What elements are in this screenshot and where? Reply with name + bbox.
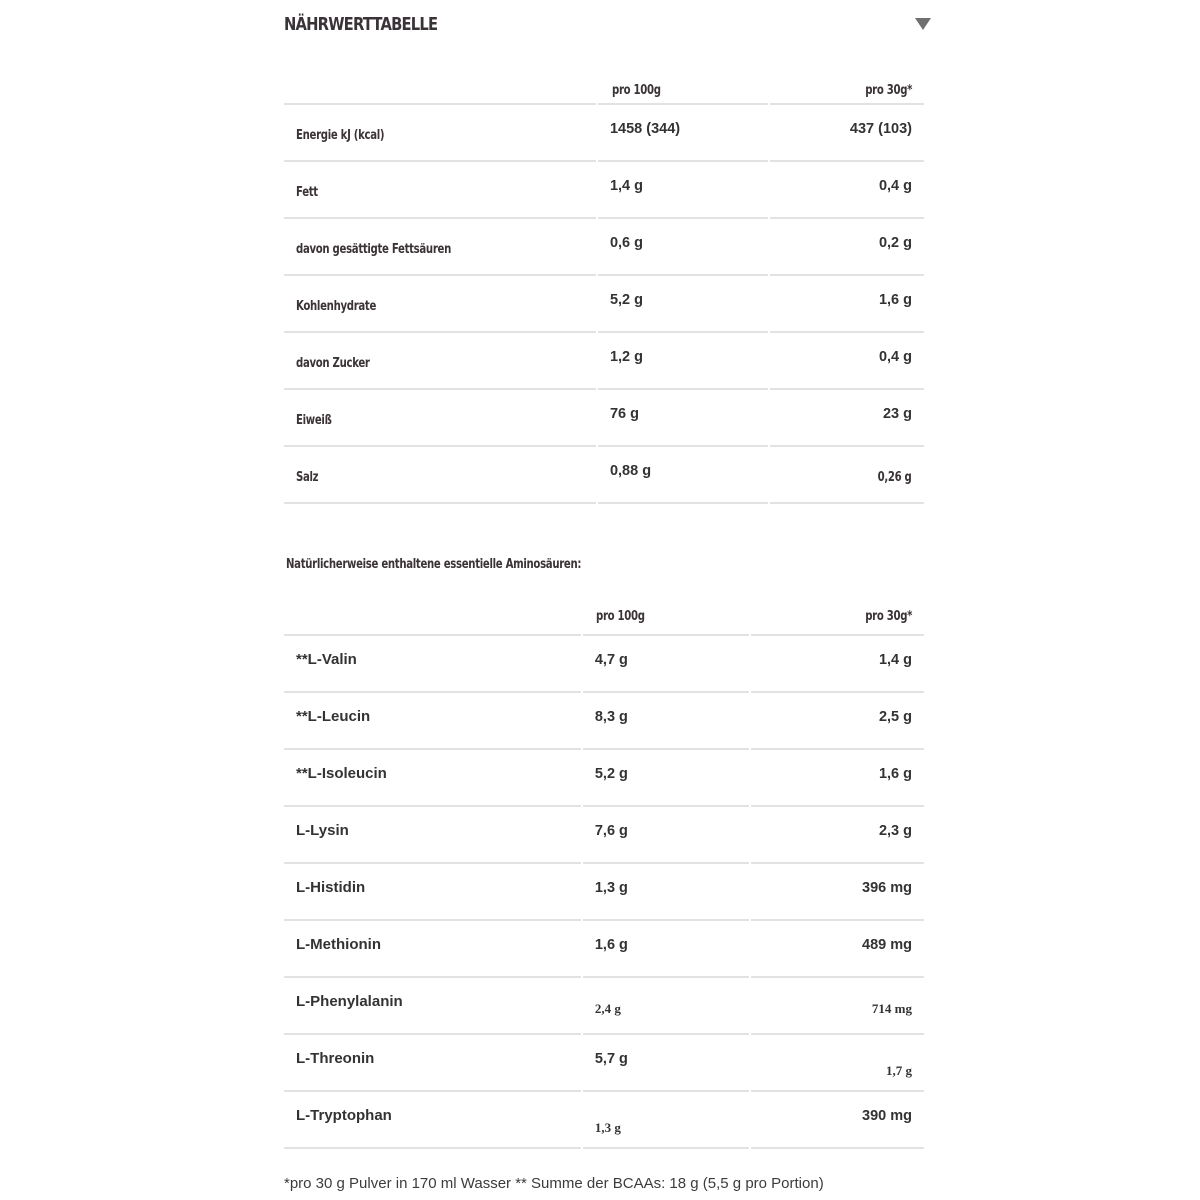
table-row [284, 1092, 924, 1149]
value-per30: 489 mg [751, 921, 924, 978]
table-row [284, 1035, 924, 1092]
amino-label: **L-Leucin [284, 693, 581, 750]
amino-label: L-Tryptophan [284, 1092, 581, 1149]
value-per30: 1,6 g [751, 750, 924, 807]
value-per30: 1,4 g [751, 636, 924, 693]
value-per30: 1,6 g [770, 276, 924, 333]
value-per30: 23 g [770, 390, 924, 447]
value-per100: 5,2 g [583, 750, 749, 807]
amino-label: **L-Valin [284, 636, 581, 693]
value-per30: 390 mg [751, 1092, 924, 1149]
value-per100: 8,3 g [583, 693, 749, 750]
table-row [284, 750, 924, 807]
amino-label: L-Lysin [284, 807, 581, 864]
amino-label: L-Threonin [284, 1035, 581, 1092]
nutrition-panel [284, 0, 924, 1149]
value-per100: 1458 (344) [598, 105, 768, 162]
header-label [284, 50, 596, 105]
value-per30: 714 mg [751, 978, 924, 1035]
value-per30: 1,7 g [751, 1035, 924, 1092]
nutrition-table [282, 50, 926, 504]
amino-label: L-Phenylalanin [284, 978, 581, 1035]
value-per100: 0,6 g [598, 219, 768, 276]
table-row [284, 921, 924, 978]
header-label [284, 608, 581, 636]
table-row [284, 162, 924, 219]
table-header-row [284, 50, 924, 105]
nutrient-label: Fett [284, 162, 596, 219]
value-per100: 2,4 g [583, 978, 749, 1035]
section-title: NÄHRWERTTABELLE [284, 14, 438, 35]
table-header-row [284, 608, 924, 636]
value-per30: 0,4 g [770, 162, 924, 219]
amino-table [282, 608, 926, 1149]
table-row [284, 693, 924, 750]
value-per30: 0,2 g [770, 219, 924, 276]
table-row [284, 219, 924, 276]
value-per30: 2,5 g [751, 693, 924, 750]
nutrient-label: davon Zucker [284, 333, 596, 390]
nutrient-label: Eiweiß [284, 390, 596, 447]
value-per100: 1,6 g [583, 921, 749, 978]
header-per100: pro 100g [583, 608, 749, 636]
table-row [284, 978, 924, 1035]
nutrient-label: davon gesättigte Fettsäuren [284, 219, 596, 276]
value-per100: 7,6 g [583, 807, 749, 864]
table-row [284, 333, 924, 390]
table-row [284, 447, 924, 504]
nutrient-label: Kohlenhydrate [284, 276, 596, 333]
nutrient-label: Energie kJ (kcal) [284, 105, 596, 162]
value-per30: 2,3 g [751, 807, 924, 864]
value-per100: 76 g [598, 390, 768, 447]
amino-section-title: Natürlicherweise enthaltene essentielle Aminosäuren: [286, 557, 582, 572]
value-per30: 396 mg [751, 864, 924, 921]
table-row [284, 105, 924, 162]
value-per30: 0,4 g [770, 333, 924, 390]
table-row [284, 276, 924, 333]
triangle-down-icon[interactable] [915, 18, 931, 30]
amino-label: L-Histidin [284, 864, 581, 921]
header-per30: pro 30g* [770, 50, 924, 105]
value-per100: 5,2 g [598, 276, 768, 333]
footnote: *pro 30 g Pulver in 170 ml Wasser ** Summe der BCAAs: 18 g (5,5 g pro Portion) [284, 1175, 824, 1192]
value-per100: 1,2 g [598, 333, 768, 390]
value-per100: 1,4 g [598, 162, 768, 219]
header-per100: pro 100g [598, 50, 768, 105]
value-per30: 0,26 g [770, 447, 924, 504]
nutrient-label: Salz [284, 447, 596, 504]
header-per30: pro 30g* [751, 608, 924, 636]
amino-label: L-Methionin [284, 921, 581, 978]
amino-label: **L-Isoleucin [284, 750, 581, 807]
table-row [284, 636, 924, 693]
table-row [284, 390, 924, 447]
table-row [284, 864, 924, 921]
value-per100: 1,3 g [583, 864, 749, 921]
value-per100: 1,3 g [583, 1092, 749, 1149]
value-per100: 4,7 g [583, 636, 749, 693]
value-per100: 0,88 g [598, 447, 768, 504]
value-per100: 5,7 g [583, 1035, 749, 1092]
value-per30: 437 (103) [770, 105, 924, 162]
section-header[interactable] [284, 0, 924, 50]
table-row [284, 807, 924, 864]
